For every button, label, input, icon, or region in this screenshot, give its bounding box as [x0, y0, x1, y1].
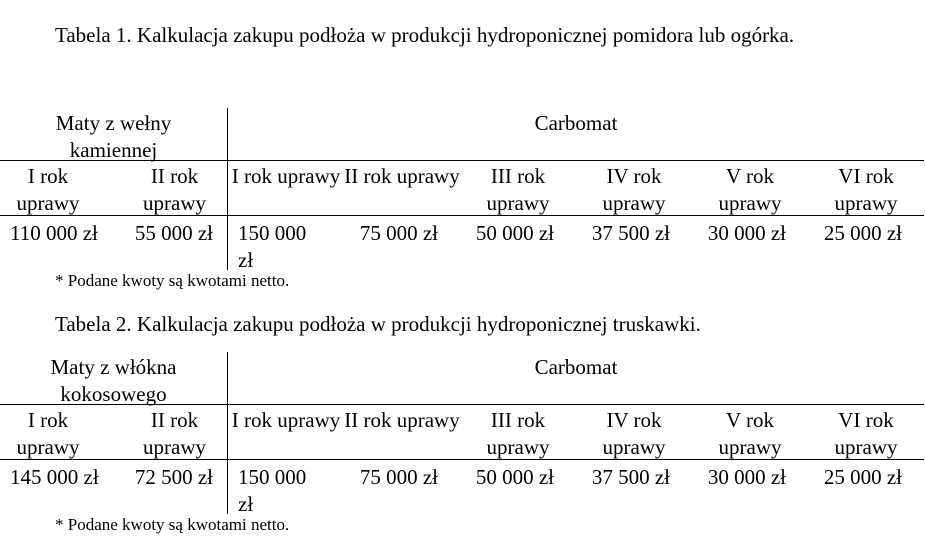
table2-value-cell: 25 000 zł — [823, 465, 902, 489]
table2-value-cell: 37 500 zł — [591, 465, 670, 489]
table1-group-left: Maty z wełny kamiennej — [0, 108, 228, 160]
table2-value-cell: 145 000 zł — [10, 465, 99, 489]
table2-value-cell: 72 500 zł — [114, 460, 228, 514]
table1-value-cell: 37 500 zł — [591, 221, 670, 245]
table1-value-cell: 55 000 zł — [114, 216, 228, 270]
table2-year-header: V rok uprawy — [718, 408, 782, 459]
table2-value-row — [0, 460, 924, 514]
table1-year-header: IV rok uprawy — [602, 164, 666, 215]
table1-year-header: I rok uprawy — [231, 164, 341, 188]
table1-year-header: V rok uprawy — [718, 164, 782, 215]
table1-value-row — [0, 216, 924, 270]
table2-value-cell: 30 000 zł — [707, 465, 786, 489]
table2-group-header-row — [0, 352, 924, 405]
table2-year-header: I rok uprawy — [231, 408, 341, 432]
table1-group-header-row — [0, 108, 924, 161]
table2-group-left: Maty z włókna kokosowego — [0, 352, 228, 404]
table1-value-cell: 50 000 zł — [475, 221, 554, 245]
table2-value-cell: 50 000 zł — [475, 465, 554, 489]
table1-year-header: III rok uprawy — [486, 164, 550, 215]
table1-year-header: II rok uprawy — [114, 161, 228, 215]
table2-caption: Tabela 2. Kalkulacja zakupu podłoża w produkcji hydroponicznej truskawki. — [55, 312, 701, 336]
table1-value-cell: 110 000 zł — [10, 221, 98, 245]
table2-year-header: II rok uprawy — [344, 408, 460, 432]
table2-year-header-row — [0, 405, 924, 460]
table2-year-header: IV rok uprawy — [602, 408, 666, 459]
table2-note: * Podane kwoty są kwotami netto. — [55, 515, 290, 534]
table2-year-header: I rok uprawy — [16, 408, 80, 459]
table2-group-right: Carbomat — [534, 355, 618, 379]
table1-group-right: Carbomat — [534, 111, 618, 135]
table1-value-cell: 30 000 zł — [707, 221, 786, 245]
table1-value-cell: 25 000 zł — [823, 221, 902, 245]
table2 — [0, 352, 924, 514]
table1-caption: Tabela 1. Kalkulacja zakupu podłoża w produkcji hydroponicznej pomidora lub ogórka. — [55, 23, 795, 47]
table1-note: * Podane kwoty są kwotami netto. — [55, 271, 290, 290]
table1-year-header: VI rok uprawy — [834, 164, 898, 215]
table2-year-header: VI rok uprawy — [834, 408, 898, 459]
table2-value-cell: 150 000 zł — [238, 465, 307, 516]
table1-year-header: I rok uprawy — [16, 164, 80, 215]
table1 — [0, 108, 924, 270]
table2-year-header: II rok uprawy — [114, 405, 228, 459]
table2-year-header: III rok uprawy — [486, 408, 550, 459]
table1-year-header: II rok uprawy — [344, 164, 460, 188]
table1-year-header-row — [0, 161, 924, 216]
table1-value-cell: 75 000 zł — [359, 221, 438, 245]
table2-value-cell: 75 000 zł — [359, 465, 438, 489]
table1-value-cell: 150 000 zł — [238, 221, 307, 272]
